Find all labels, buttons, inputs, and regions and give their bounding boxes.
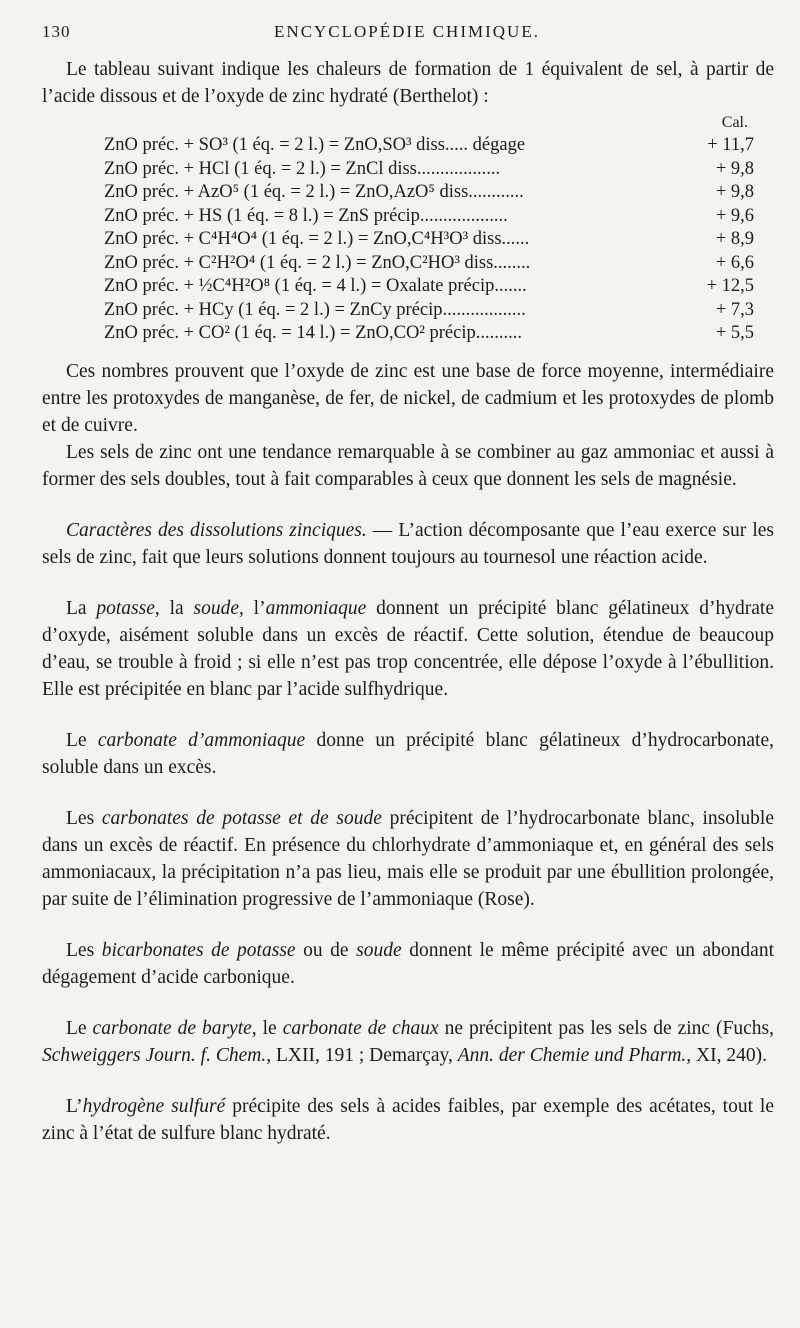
table-row: [104, 158, 754, 182]
page-body: [42, 56, 774, 1147]
reaction-equation: ZnO préc. + CO² (1 éq. = 14 l.) = ZnO,CO² précip..........: [104, 323, 522, 343]
heat-value: + 9,8: [715, 182, 754, 202]
paragraph-baryte-chaux: Le carbonate de baryte, le carbonate de chaux ne précipitent pas les sels de zinc (Fuchs, Schweiggers Journ. f. Chem., LXII, 191 ; Demarçay, Ann. der Chemie und Pharm., XI, 240).: [42, 1017, 774, 1066]
reaction-equation: ZnO préc. + ½C⁴H²O⁸ (1 éq. = 4 l.) = Oxalate précip.......: [104, 276, 527, 296]
heat-value: + 7,3: [715, 299, 754, 320]
heat-value: + 12,5: [706, 276, 754, 296]
page-number: 130: [42, 22, 71, 41]
reaction-equation: ZnO préc. + SO³ (1 éq. = 2 l.) = ZnO,SO³ diss..... dégage: [104, 135, 526, 155]
page-header: [42, 22, 772, 48]
section-title: Caractères des dissolutions zinciques.: [66, 519, 367, 541]
paragraph-bicarbonates: Les bicarbonates de potasse ou de soude donnent le même précipité avec un abondant dégagement d’acide carbonique.: [42, 939, 774, 988]
reaction-equation: ZnO préc. + HCy (1 éq. = 2 l.) = ZnCy précip..................: [104, 299, 526, 320]
reaction-equation: ZnO préc. + AzO⁵ (1 éq. = 2 l.) = ZnO,AzO⁵ diss............: [104, 182, 524, 202]
table-row: [104, 322, 754, 346]
heat-value: + 9,6: [715, 205, 754, 226]
table-row: [104, 134, 754, 158]
paragraph-alkalis: La potasse, la soude, l’ammoniaque donnent un précipité blanc gélatineux d’hydrate d’oxyde, aisément soluble dans un excès de réactif. Cette solution, étendue de beaucoup d’eau, se trouble à froid ; si elle n’est pas trop concentrée, elle dépose l’oxyde à l’ébullition. Elle est précipitée en blanc par l’acide sulfhydrique.: [42, 597, 774, 700]
heat-value: + 5,5: [715, 323, 754, 343]
paragraph-base-strength: Ces nombres prouvent que l’oxyde de zinc est une base de force moyenne, intermédiaire entre les protoxydes de manganèse, de fer, de nickel, de cadmium et les protoxydes de plomb et de cuivre.: [42, 360, 774, 436]
table-unit: Cal.: [721, 114, 748, 131]
paragraph-alkali-carbonates: Les carbonates de potasse et de soude précipitent de l’hydrocarbonate blanc, insoluble dans un excès de réactif. En présence du chlorhydrate d’ammoniaque et, en général des sels ammoniacaux, la précipitation n’a pas lieu, mais elle se produit par une ébullition prolongée, par suite de l’élimination progressive de l’ammoniaque (Rose).: [42, 807, 774, 910]
paragraph-ammonium-carbonate: Le carbonate d’ammoniaque donne un précipité blanc gélatineux d’hydrocarbonate, soluble dans un excès.: [42, 729, 774, 778]
table-row: [104, 205, 754, 229]
table-row: [104, 252, 754, 276]
paragraph-characteristics: Caractères des dissolutions zinciques. — L’action décomposante que l’eau exerce sur les sels de zinc, fait que leurs solutions donnent toujours au tournesol une réaction acide.: [42, 519, 774, 568]
intro-paragraph: Le tableau suivant indique les chaleurs de formation de 1 équivalent de sel, à partir de l’acide dissous et de l’oxyde de zinc hydraté (Berthelot) :: [42, 59, 774, 107]
heat-value: + 8,9: [715, 229, 754, 249]
reaction-equation: ZnO préc. + C⁴H⁴O⁴ (1 éq. = 2 l.) = ZnO,C⁴H³O³ diss......: [104, 229, 530, 249]
heat-value: + 9,8: [715, 158, 754, 179]
table-row: [104, 181, 754, 205]
paragraph-double-salts: Les sels de zinc ont une tendance remarquable à se combiner au gaz ammoniac et aussi à former des sels doubles, tout à fait comparables à ceux que donnent les sels de magnésie.: [42, 441, 774, 490]
table-row: [104, 299, 754, 323]
reaction-equation: ZnO préc. + HCl (1 éq. = 2 l.) = ZnCl diss..................: [104, 158, 501, 179]
heat-value: + 6,6: [715, 252, 754, 273]
table-row: [104, 228, 754, 252]
heat-value: + 11,7: [707, 135, 754, 155]
reaction-equation: ZnO préc. + C²H²O⁴ (1 éq. = 2 l.) = ZnO,C²HO³ diss........: [104, 252, 531, 273]
running-title: ENCYCLOPÉDIE CHIMIQUE.: [274, 22, 540, 41]
reaction-equation: ZnO préc. + HS (1 éq. = 8 l.) = ZnS précip...................: [104, 205, 508, 226]
table-row: [104, 275, 754, 299]
heat-of-formation-table: [104, 112, 754, 346]
paragraph-hydrogen-sulfide: L’hydrogène sulfuré précipite des sels à acides faibles, par exemple des acétates, tout le zinc à l’état de sulfure blanc hydraté.: [42, 1095, 774, 1144]
